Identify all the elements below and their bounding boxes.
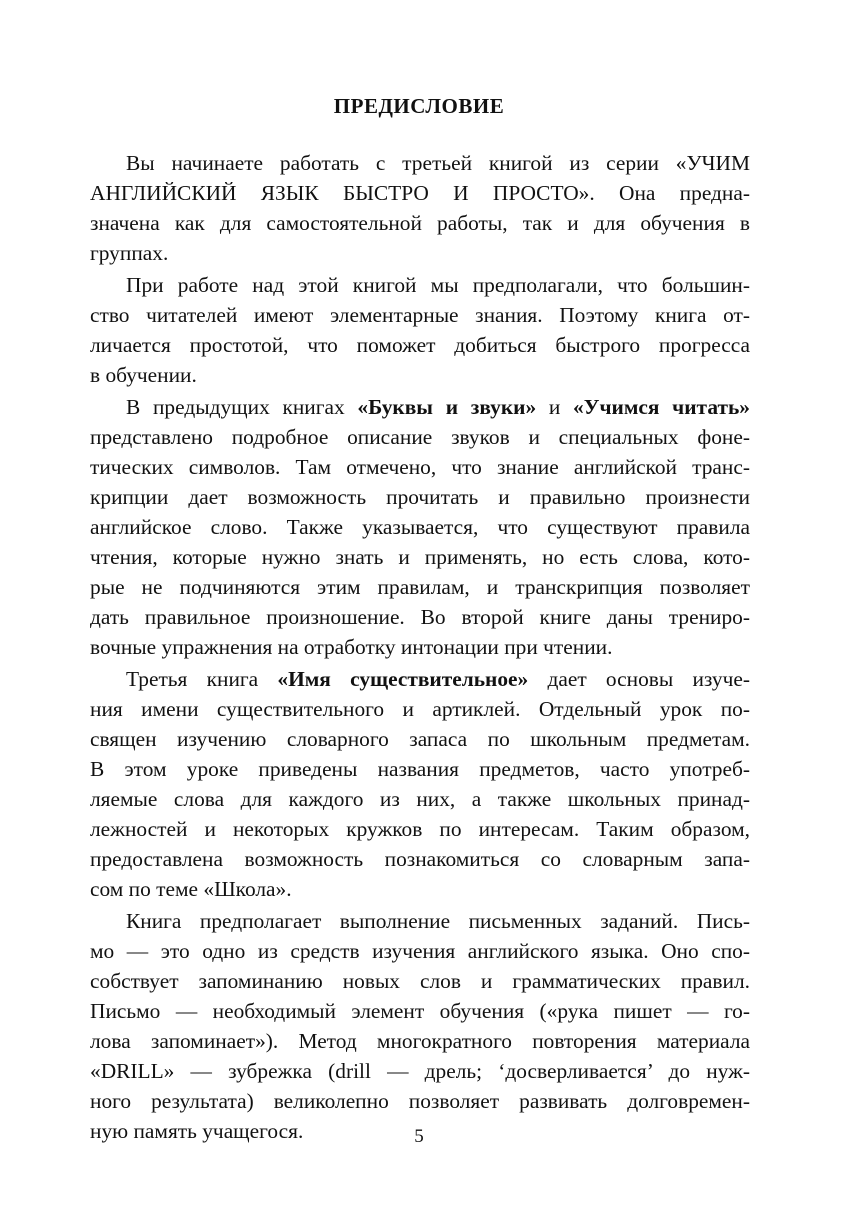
text-line: в обучении. xyxy=(90,363,197,387)
text-line: дать правильное произношение. Во второй книге даны трениро- xyxy=(90,605,750,629)
text-line: предоставлена возможность познакомиться со словарным запа- xyxy=(90,847,750,871)
text-line: ного результата) великолепно позволяет развивать долговремен- xyxy=(90,1089,750,1113)
text-line: ство читателей имеют элементарные знания. Поэтому книга от- xyxy=(90,303,750,327)
text-line: собствует запоминанию новых слов и грамматических правил. xyxy=(90,969,750,993)
text-line: лежностей и некоторых кружков по интересам. Таким образом, xyxy=(90,817,750,841)
preface-text xyxy=(90,148,750,1146)
paragraph xyxy=(90,392,750,662)
text-line: вочные упражнения на отработку интонации при чтении. xyxy=(90,635,613,659)
text-line: «DRILL» — зубрежка (drill — дрель; ‘досверливается’ до нуж- xyxy=(90,1059,750,1083)
text-line: английское слово. Также указывается, что существуют правила xyxy=(90,515,750,539)
text-line: священ изучению словарного запаса по школьным предметам. xyxy=(90,727,750,751)
text-run: В предыдущих книгах xyxy=(126,395,358,419)
text-line: рые не подчиняются этим правилам, и транскрипция позволяет xyxy=(90,575,750,599)
text-line: тических символов. Там отмечено, что знание английской транс- xyxy=(90,455,750,479)
text-run: и xyxy=(536,395,574,419)
text-line xyxy=(90,664,750,694)
text-line: лова запоминает»). Метод многократного повторения материала xyxy=(90,1029,750,1053)
paragraph xyxy=(90,906,750,1146)
text-line: ляемые слова для каждого из них, а также школьных принад- xyxy=(90,787,750,811)
text-line: сом по теме «Школа». xyxy=(90,877,292,901)
page-number: 5 xyxy=(414,1126,424,1147)
book-title-imya-sushchestvitelnoe: «Имя существительное» xyxy=(277,667,529,691)
text-run: дает основы изуче- xyxy=(528,667,750,691)
text-line: личается простотой, что поможет добиться быстрого прогресса xyxy=(90,333,750,357)
book-title-bukvy-i-zvuki: «Буквы и звуки» xyxy=(357,395,537,419)
text-line: Книга предполагает выполнение письменных заданий. Пись- xyxy=(126,909,750,933)
text-line: представлено подробное описание звуков и специальных фоне- xyxy=(90,425,750,449)
page-title: ПРЕДИСЛОВИЕ xyxy=(333,94,505,118)
text-line: крипции дает возможность прочитать и правильно произнести xyxy=(90,485,750,509)
text-line: В этом уроке приведены названия предметов, часто употреб- xyxy=(90,757,750,781)
text-line: мо — это одно из средств изучения английского языка. Оно спо- xyxy=(90,939,750,963)
text-run: Третья книга xyxy=(126,667,278,691)
text-line xyxy=(90,392,750,422)
text-line: Вы начинаете работать с третьей книгой из серии «УЧИМ xyxy=(126,151,750,175)
text-line: При работе над этой книгой мы предполагали, что большин- xyxy=(126,273,750,297)
text-line: Письмо — необходимый элемент обучения («рука пишет — го- xyxy=(90,999,750,1023)
text-line: ния имени существительного и артиклей. Отдельный урок по- xyxy=(90,697,750,721)
text-line: ную память учащегося. xyxy=(90,1119,304,1143)
text-line: чтения, которые нужно знать и применять, но есть слова, кото- xyxy=(90,545,750,569)
text-line: группах. xyxy=(90,241,169,265)
paragraph xyxy=(90,148,750,268)
text-line: АНГЛИЙСКИЙ ЯЗЫК БЫСТРО И ПРОСТО». Она предна- xyxy=(90,181,750,205)
paragraph xyxy=(90,664,750,904)
paragraph xyxy=(90,270,750,390)
text-line: значена как для самостоятельной работы, так и для обучения в xyxy=(90,211,750,235)
book-title-uchimsya-chitat: «Учимся читать» xyxy=(573,395,750,419)
